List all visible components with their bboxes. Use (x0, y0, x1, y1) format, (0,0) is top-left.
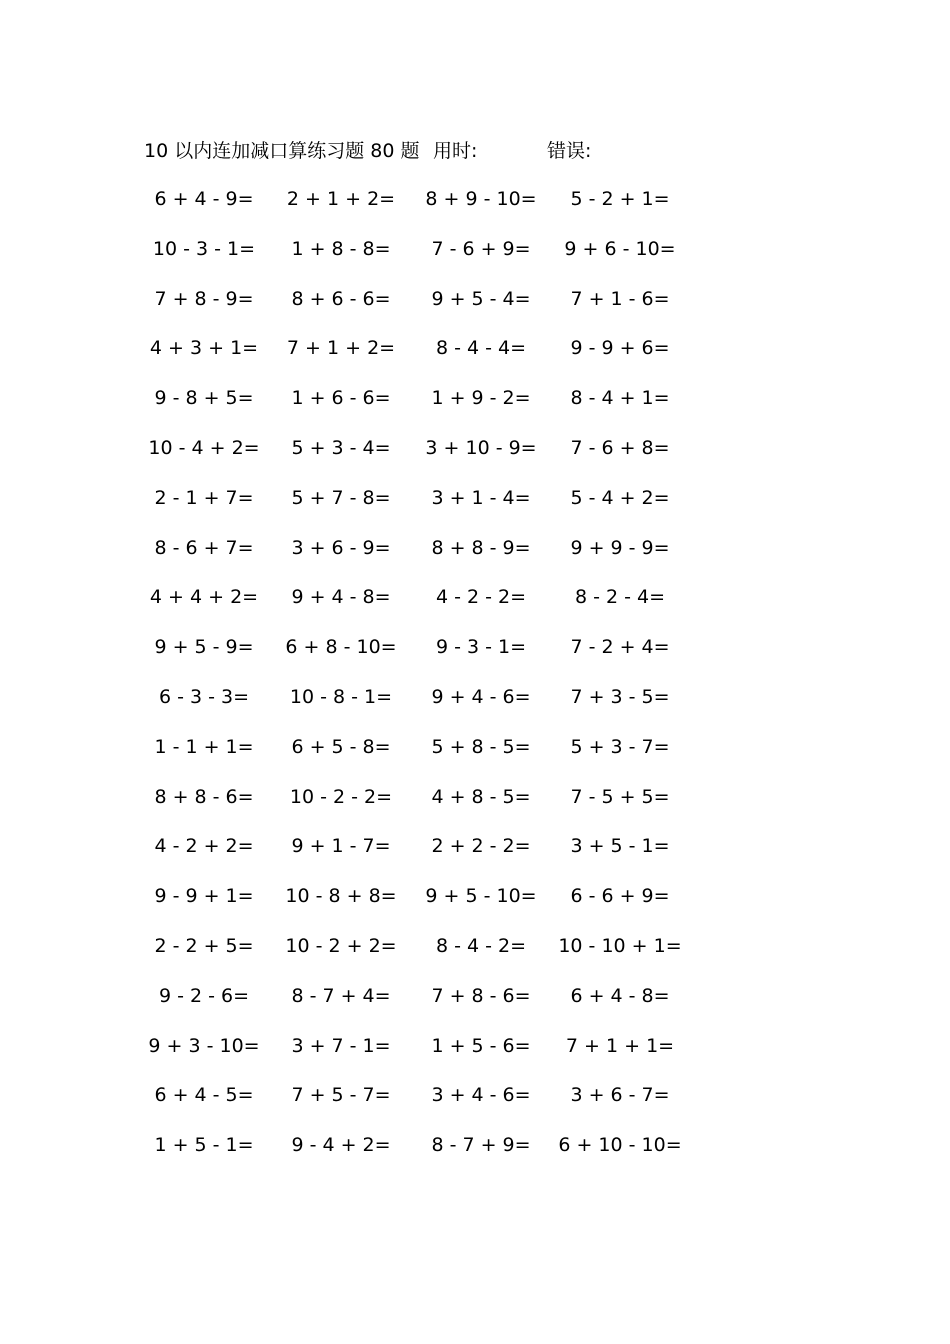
problem-item: 7 - 6 + 9= (431, 237, 531, 260)
problem-item: 1 - 1 + 1= (154, 735, 254, 758)
problem-item: 10 - 3 - 1= (152, 237, 256, 260)
problem-item: 8 - 4 - 2= (435, 934, 527, 957)
problem-row (0, 733, 950, 783)
problem-row (0, 832, 950, 882)
problem-item: 4 - 2 - 2= (435, 586, 527, 609)
problem-item: 3 + 1 - 4= (431, 486, 531, 509)
problem-row (0, 235, 950, 285)
problem-item: 9 + 4 - 8= (291, 586, 391, 609)
problem-item: 3 + 6 - 7= (570, 1084, 670, 1107)
problem-item: 7 + 8 - 9= (154, 287, 254, 310)
problem-item: 2 + 1 + 2= (286, 188, 396, 210)
problem-row (0, 633, 950, 683)
problem-row (0, 783, 950, 833)
problem-row (0, 484, 950, 534)
problem-item: 7 - 5 + 5= (570, 785, 670, 808)
problem-item: 6 - 6 + 9= (570, 885, 670, 908)
problem-item: 8 + 8 - 9= (431, 536, 531, 559)
problem-item: 7 + 5 - 7= (291, 1084, 391, 1107)
problem-item: 3 + 5 - 1= (570, 835, 670, 858)
problem-item: 9 + 4 - 6= (431, 685, 531, 708)
problem-item: 8 - 4 - 4= (435, 337, 527, 360)
worksheet-header (0, 136, 950, 166)
problem-item: 10 - 2 - 2= (289, 785, 393, 808)
problem-item: 5 - 2 + 1= (570, 188, 670, 210)
problem-item: 9 + 3 - 10= (148, 1034, 260, 1057)
problem-item: 4 + 8 - 5= (431, 785, 531, 808)
problem-item: 9 - 8 + 5= (154, 387, 254, 410)
problem-item: 2 - 2 + 5= (154, 934, 254, 957)
problem-row (0, 534, 950, 584)
problem-item: 5 + 3 - 7= (570, 735, 670, 758)
problem-item: 2 - 1 + 7= (154, 486, 254, 509)
problem-item: 4 + 4 + 2= (149, 586, 259, 609)
problem-item: 8 - 6 + 7= (154, 536, 254, 559)
problem-item: 9 + 9 - 9= (570, 536, 670, 559)
problem-item: 5 + 7 - 8= (291, 486, 391, 509)
problem-row (0, 185, 950, 235)
problem-item: 1 + 6 - 6= (291, 387, 391, 410)
problem-grid (0, 185, 950, 1181)
problem-item: 7 + 8 - 6= (431, 984, 531, 1007)
problem-item: 8 - 7 + 4= (291, 984, 391, 1007)
problem-item: 9 + 5 - 10= (425, 885, 537, 908)
problem-item: 6 + 5 - 8= (291, 735, 391, 758)
problem-item: 10 - 8 + 8= (285, 885, 397, 908)
problem-item: 9 + 6 - 10= (564, 237, 676, 260)
problem-row (0, 882, 950, 932)
problem-row (0, 384, 950, 434)
problem-item: 6 + 4 - 5= (154, 1084, 254, 1107)
problem-row (0, 1032, 950, 1082)
problem-item: 8 + 8 - 6= (154, 785, 254, 808)
problem-row (0, 683, 950, 733)
worksheet-title: 10 以内连加减口算练习题 80 题 (144, 140, 420, 162)
errors-label: 错误: (547, 140, 592, 162)
problem-item: 1 + 8 - 8= (291, 237, 391, 260)
problem-item: 6 + 4 - 8= (570, 984, 670, 1007)
problem-item: 1 + 9 - 2= (431, 387, 531, 410)
problem-item: 9 + 5 - 9= (154, 636, 254, 659)
problem-row (0, 1131, 950, 1181)
problem-item: 10 - 10 + 1= (558, 934, 682, 957)
problem-item: 9 - 9 + 6= (570, 337, 670, 360)
problem-item: 8 - 4 + 1= (570, 387, 670, 410)
problem-item: 5 + 3 - 4= (291, 436, 391, 459)
problem-item: 7 + 1 - 6= (570, 287, 670, 310)
problem-row (0, 285, 950, 335)
problem-item: 6 + 10 - 10= (558, 1134, 682, 1157)
problem-item: 10 - 4 + 2= (148, 436, 260, 459)
problem-item: 7 - 2 + 4= (570, 636, 670, 659)
problem-item: 7 - 6 + 8= (570, 436, 670, 459)
problem-item: 2 + 2 - 2= (431, 835, 531, 858)
problem-item: 6 + 8 - 10= (285, 636, 397, 659)
problem-item: 5 + 8 - 5= (431, 735, 531, 758)
problem-row (0, 334, 950, 384)
problem-row (0, 583, 950, 633)
problem-item: 10 - 2 + 2= (285, 934, 397, 957)
problem-item: 4 - 2 + 2= (154, 835, 254, 858)
problem-item: 1 + 5 - 1= (154, 1134, 254, 1157)
problem-item: 3 + 10 - 9= (425, 436, 537, 459)
problem-item: 9 + 5 - 4= (431, 287, 531, 310)
problem-row (0, 434, 950, 484)
problem-item: 3 + 7 - 1= (291, 1034, 391, 1057)
problem-item: 5 - 4 + 2= (570, 486, 670, 509)
problem-item: 6 + 4 - 9= (154, 188, 254, 210)
time-used-label: 用时: (433, 140, 478, 162)
problem-item: 7 + 1 + 1= (565, 1034, 675, 1057)
problem-item: 10 - 8 - 1= (289, 685, 393, 708)
problem-item: 9 - 3 - 1= (435, 636, 527, 659)
problem-item: 7 + 1 + 2= (286, 337, 396, 360)
problem-item: 8 - 7 + 9= (431, 1134, 531, 1157)
problem-row (0, 1081, 950, 1131)
problem-item: 8 + 6 - 6= (291, 287, 391, 310)
problem-item: 8 + 9 - 10= (425, 188, 537, 210)
problem-item: 7 + 3 - 5= (570, 685, 670, 708)
problem-row (0, 932, 950, 982)
problem-row (0, 982, 950, 1032)
problem-item: 3 + 4 - 6= (431, 1084, 531, 1107)
problem-item: 6 - 3 - 3= (158, 685, 250, 708)
problem-item: 9 - 4 + 2= (291, 1134, 391, 1157)
problem-item: 9 - 2 - 6= (158, 984, 250, 1007)
problem-item: 9 - 9 + 1= (154, 885, 254, 908)
problem-item: 8 - 2 - 4= (574, 586, 666, 609)
problem-item: 1 + 5 - 6= (431, 1034, 531, 1057)
problem-item: 3 + 6 - 9= (291, 536, 391, 559)
problem-item: 4 + 3 + 1= (149, 337, 259, 360)
problem-item: 9 + 1 - 7= (291, 835, 391, 858)
